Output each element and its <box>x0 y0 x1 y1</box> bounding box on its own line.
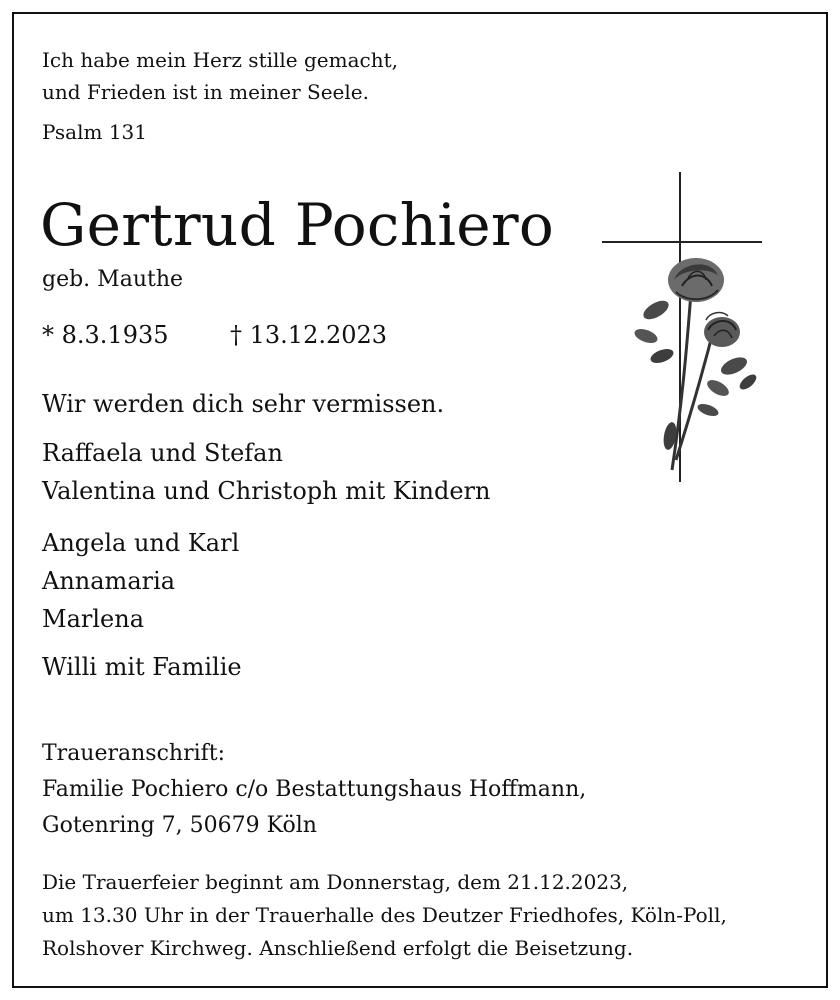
ceremony-line-2: um 13.30 Uhr in der Trauerhalle des Deutzer Friedhofes, Köln-Poll, <box>42 903 727 927</box>
mourner-line: Willi mit Familie <box>42 653 242 681</box>
maiden-name: geb. Mauthe <box>42 267 184 292</box>
mourner-line: Raffaela und Stefan <box>42 439 283 467</box>
address-line-2: Gotenring 7, 50679 Köln <box>42 813 317 838</box>
address-label: Traueranschrift: <box>42 741 226 766</box>
mourner-line: Marlena <box>42 605 144 633</box>
mourners-group-3 <box>42 648 242 686</box>
death-date: † 13.12.2023 <box>230 321 388 349</box>
condolence-address <box>42 736 586 844</box>
mourners-group-1 <box>42 434 491 510</box>
cross-with-roses-icon <box>600 170 764 490</box>
birth-date: * 8.3.1935 <box>42 321 169 349</box>
mourner-line: Angela und Karl <box>42 529 240 557</box>
quote-line-2: und Frieden ist in meiner Seele. <box>42 80 369 104</box>
psalm-quote <box>42 44 398 108</box>
quote-source: Psalm 131 <box>42 120 147 144</box>
ceremony-line-1: Die Trauerfeier beginnt am Donnerstag, dem 21.12.2023, <box>42 870 629 894</box>
mourner-line: Valentina und Christoph mit Kindern <box>42 477 491 505</box>
funeral-ceremony-info <box>42 866 727 965</box>
mourner-line: Annamaria <box>42 567 176 595</box>
deceased-name: Gertrud Pochiero <box>40 191 555 259</box>
farewell-line: Wir werden dich sehr vermissen. <box>42 390 445 418</box>
ceremony-line-3: Rolshover Kirchweg. Anschließend erfolgt die Beisetzung. <box>42 936 634 960</box>
address-line-1: Familie Pochiero c/o Bestattungshaus Hoffmann, <box>42 777 587 802</box>
mourners-group-2 <box>42 524 239 638</box>
obituary-notice <box>12 12 828 988</box>
quote-line-1: Ich habe mein Herz stille gemacht, <box>42 48 398 72</box>
